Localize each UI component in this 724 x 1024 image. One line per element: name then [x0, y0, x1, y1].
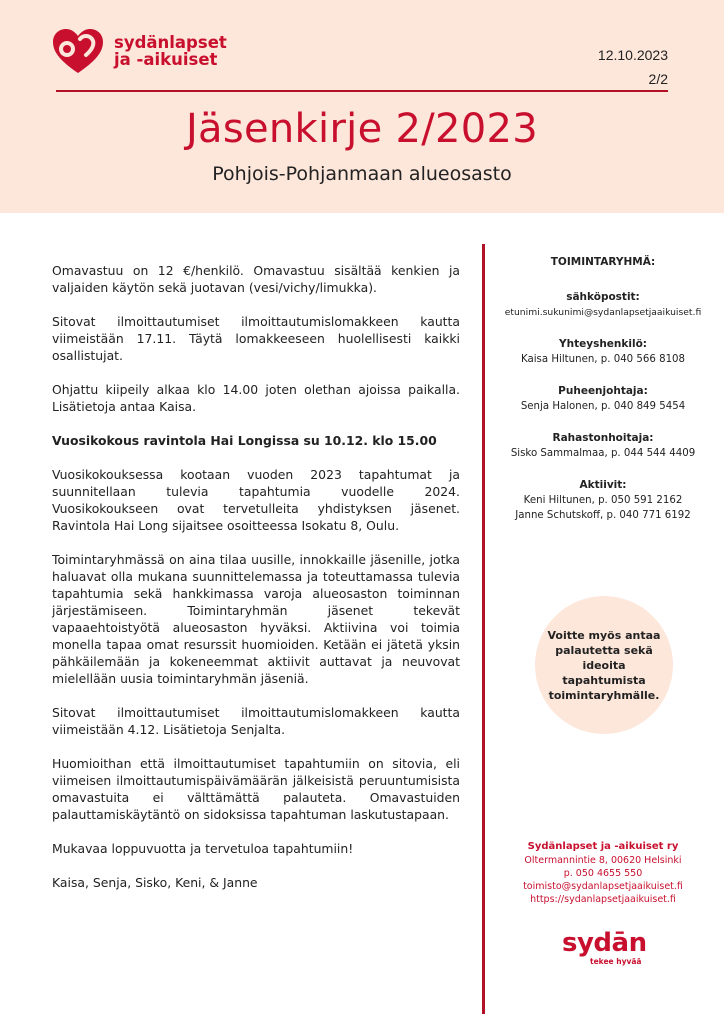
paragraph-annual-meeting: Vuosikokouksessa kootaan vuoden 2023 tapahtumat ja suunnitellaan tulevia tapahtumia vuodelle 2024. Vuosikokoukseen ovat tervetulleita yhdistyksen jäsenet. Ravintola Hai Long sijaitsee osoitteessa Isokatu 8, Oulu. [52, 467, 460, 533]
main-content [52, 262, 460, 908]
page-number: 2/2 [648, 71, 668, 87]
org-name: Sydänlapset ja -aikuiset ry [527, 841, 679, 852]
paragraph-registration-1: Sitovat ilmoittautumiset ilmoittautumislomakkeen kautta viimeistään 17.11. Täytä lomakkeeseen huolellisesti kaikki osallistujat. [52, 314, 460, 363]
sidebar-group-emails [490, 290, 716, 320]
page-title: Jäsenkirje 2/2023 [185, 106, 539, 152]
active-value-1: Keni Hiltunen, p. 050 591 2162 [523, 495, 683, 506]
org-email: toimisto@sydanlapsetjaaikuiset.fi [523, 881, 683, 892]
chair-title: Puheenjohtaja: [558, 385, 648, 397]
paragraph-registration-2: Sitovat ilmoittautumiset ilmoittautumislomakkeen kautta viimeistään 4.12. Lisätietoja Senjalta. [52, 705, 460, 737]
sidebar-group-contact [490, 337, 716, 367]
active-title: Aktiivit: [579, 479, 627, 491]
emails-title: sähköpostit: [566, 291, 640, 303]
page-subtitle: Pohjois-Pohjanmaan alueosasto [212, 163, 512, 185]
sydan-footer-logo [562, 930, 652, 966]
paragraph-fee: Omavastuu on 12 €/henkilö. Omavastuu sisältää kenkien ja valjaiden käytön sekä juotavan (vesi/vichy/limukka). [52, 263, 460, 295]
active-value-2: Janne Schutskoff, p. 040 771 6192 [515, 510, 691, 521]
chair-value: Senja Halonen, p. 040 849 5454 [520, 401, 686, 412]
header-divider [56, 90, 668, 92]
contact-title: Yhteyshenkilö: [559, 338, 647, 350]
section-heading-annual-meeting: Vuosikokous ravintola Hai Longissa su 10.12. klo 15.00 [52, 433, 437, 448]
column-divider [482, 244, 485, 1014]
paragraph-climbing: Ohjattu kiipeily alkaa klo 14.00 joten olethan ajoissa paikalla. Lisätietoja antaa Kaisa. [52, 382, 460, 414]
sidebar-group-chair [490, 384, 716, 414]
organization-info [490, 840, 716, 906]
treasurer-value: Sisko Sammalmaa, p. 044 544 4409 [510, 448, 696, 459]
sidebar-group-treasurer [490, 431, 716, 461]
sydan-wordmark: sydān [562, 928, 647, 958]
paragraph-action-group: Toimintaryhmässä on aina tilaa uusille, innokkaille jäsenille, jotka haluavat olla mukana suunnittelemassa ja toteuttamassa tulevia tapahtumia sekä hankkimassa varoja alueosaston toiminnan järjestämiseen. Toimintaryhmän jäsenet tekevät vapaaehtoistyötä alueosaston hyväksi. Aktiivina voi toimia monella tapaa omat resurssit huomioiden. Ketään ei jätetä yksin pähkäilemään ja kokeneemmat aktiivit auttavat ja neuvovat mielellään uusia toimintaryhmän jäseniä. [52, 552, 460, 686]
logo-line-1: sydänlapset [114, 33, 227, 52]
logo-wordmark [114, 34, 227, 68]
contact-value: Kaisa Hiltunen, p. 040 566 8108 [520, 354, 686, 365]
sidebar-heading: TOIMINTARYHMÄ: [550, 256, 656, 268]
treasurer-title: Rahastonhoitaja: [552, 432, 654, 444]
signature-names: Kaisa, Senja, Sisko, Keni, & Janne [52, 875, 258, 890]
org-phone: p. 050 4655 550 [563, 868, 643, 879]
paragraph-closing: Mukavaa loppuvuotta ja tervetuloa tapahtumiin! [52, 841, 354, 856]
brand-logo [50, 26, 227, 76]
paragraph-cancellation: Huomioithan että ilmoittautumiset tapahtumiin on sitovia, eli viimeisen ilmoittautumispäivämäärän jälkeisistä peruuntumisista omavastuita ei välttämättä palauteta. Omavastuiden palauttamiskäytäntö on sidoksissa tapahtuman laskutustapaan. [52, 756, 460, 822]
heart-logo-icon [50, 26, 106, 76]
document-meta [598, 43, 668, 91]
org-address: Oltermannintie 8, 00620 Helsinki [524, 855, 682, 866]
logo-line-2: ja -aikuiset [114, 50, 218, 69]
sidebar-group-active [490, 478, 716, 523]
document-date: 12.10.2023 [597, 47, 668, 63]
sidebar [490, 256, 716, 540]
feedback-bubble: Voitte myös antaa palautetta sekä ideoita tapahtumista toimintaryhmälle. [535, 596, 673, 734]
sydan-tagline: tekee hyvää [590, 957, 642, 966]
emails-value: etunimi.sukunimi@sydanlapsetjaaikuiset.fi [504, 307, 702, 318]
org-website: https://sydanlapsetjaaikuiset.fi [530, 894, 676, 905]
